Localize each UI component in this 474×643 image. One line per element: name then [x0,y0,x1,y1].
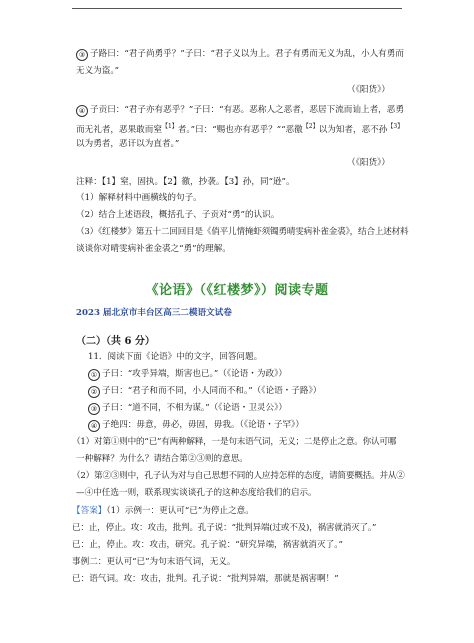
q11-item-2: ② 子曰：“君子和而不同，小人同而不和。”（《论语・子路》） [88,385,321,398]
q11-sub2-line-1: （2）第②③则中，孔子认为对与自己思想不同的人应持怎样的态度，请简要概括。并从② [72,471,405,481]
footnote-ref: 【3】 [387,123,404,130]
task-3-cont: 谈谈你对晴雯病补雀金裘之“勇”的理解。 [76,244,231,254]
q4-line-1: ④ 子贡曰：“君子亦有恶乎？”子曰：“有恶。恶称人之恶者，恶居下流而讪上者，恶勇 [76,104,404,117]
q11-item-1: ① 子曰：“攻乎异端，斯害也已。”（《论语・为政》） [88,368,287,381]
q3-source: （《阳货》） [347,85,390,95]
answer-line-1: 【答案】（1）示例一：更认可“已”为停止之意。 [72,506,254,516]
answer-line-5: 已：语气词。攻：攻击，批判。孔子说：“批判异端，那就是祸害啊！” [72,574,339,584]
footnote-ref: 【2】 [302,123,319,130]
answer-tag: 【答案】 [72,506,107,516]
q11-intro: 11．阅读下面《论语》中的文字，回答问题。 [88,352,263,362]
task-1: （1）解释材料中画横线的句子。 [76,193,202,203]
annotation-note: 注释：【1】窒，固执。【2】徼，抄袭。【3】孙，同“逊”。 [76,177,295,187]
q11-sub1-line-1: （1）对第①则中的“已”有两种解释，一是句末语气词，无义；二是停止之意。你认可哪 [72,437,397,447]
circled-number: ① [88,369,100,381]
answer-line-3: 已：止，停止。攻：攻击，研究。孔子说：“研究异端，祸害就消灭了。” [72,540,343,550]
task-2: （2）结合上述语段，概括孔子、子贡对“勇”的认识。 [76,210,280,220]
q3-line-2: 无义为盗。” [76,66,120,76]
header-rule [72,8,402,9]
circled-number: ③ [88,403,100,415]
answer-line-2: 已：止，停止。攻：攻击，批判。孔子说：“批判异端(过或不及)，祸害就消灭了。” [72,523,377,533]
q11-item-3: ③ 子曰：“道不同，不相为谋。”（《论语・卫灵公》） [88,402,287,415]
q11-item-4: ④ 子绝四：毋意，毋必，毋固，毋我。（《论语・子罕》） [88,419,304,432]
q4-line-2: 而无礼者，恶果敢而窒$^{【1】}$者。”曰：“赐也亦有恶乎？”“恶徼$^{【2】}$以为知者，恶不孙$^{【3】}$ [76,123,404,135]
circled-number: ③ [76,49,88,61]
q11-sub1-line-2: 一种解释？为什么？请结合第②③则的意思。 [76,454,248,464]
q4-source: （《阳货》） [347,158,390,168]
page-title: 《论语》（《红楼梦》）阅读专题 [145,283,329,298]
section-heading: （二）（共 6 分） [76,336,155,347]
circled-number: ④ [88,420,100,432]
q3-line-1: ③ 子路曰：“君子尚勇乎？”子曰：“君子义以为上。君子有勇而无义为乱，小人有勇而 [76,48,404,61]
footnote-ref: 【1】 [161,123,178,130]
task-3: （3）《红楼梦》第五十二回回目是《俏平儿情掩虾须镯勇晴雯病补雀金裘》，结合上述材料 [76,227,409,237]
circled-number: ④ [76,105,88,117]
circled-number: ② [88,386,100,398]
q11-sub2-line-2: —④中任选一则，联系现实谈谈孔子的这种态度给我们的启示。 [76,488,317,498]
answer-line-4: 事例二：更认可“已”为句末语气词，无义。 [72,557,236,567]
q4-line-3: 以为勇者，恶讦以为直者。” [76,139,180,149]
exam-source: 2023 届北京市丰台区高三二模语文试卷 [76,308,232,318]
